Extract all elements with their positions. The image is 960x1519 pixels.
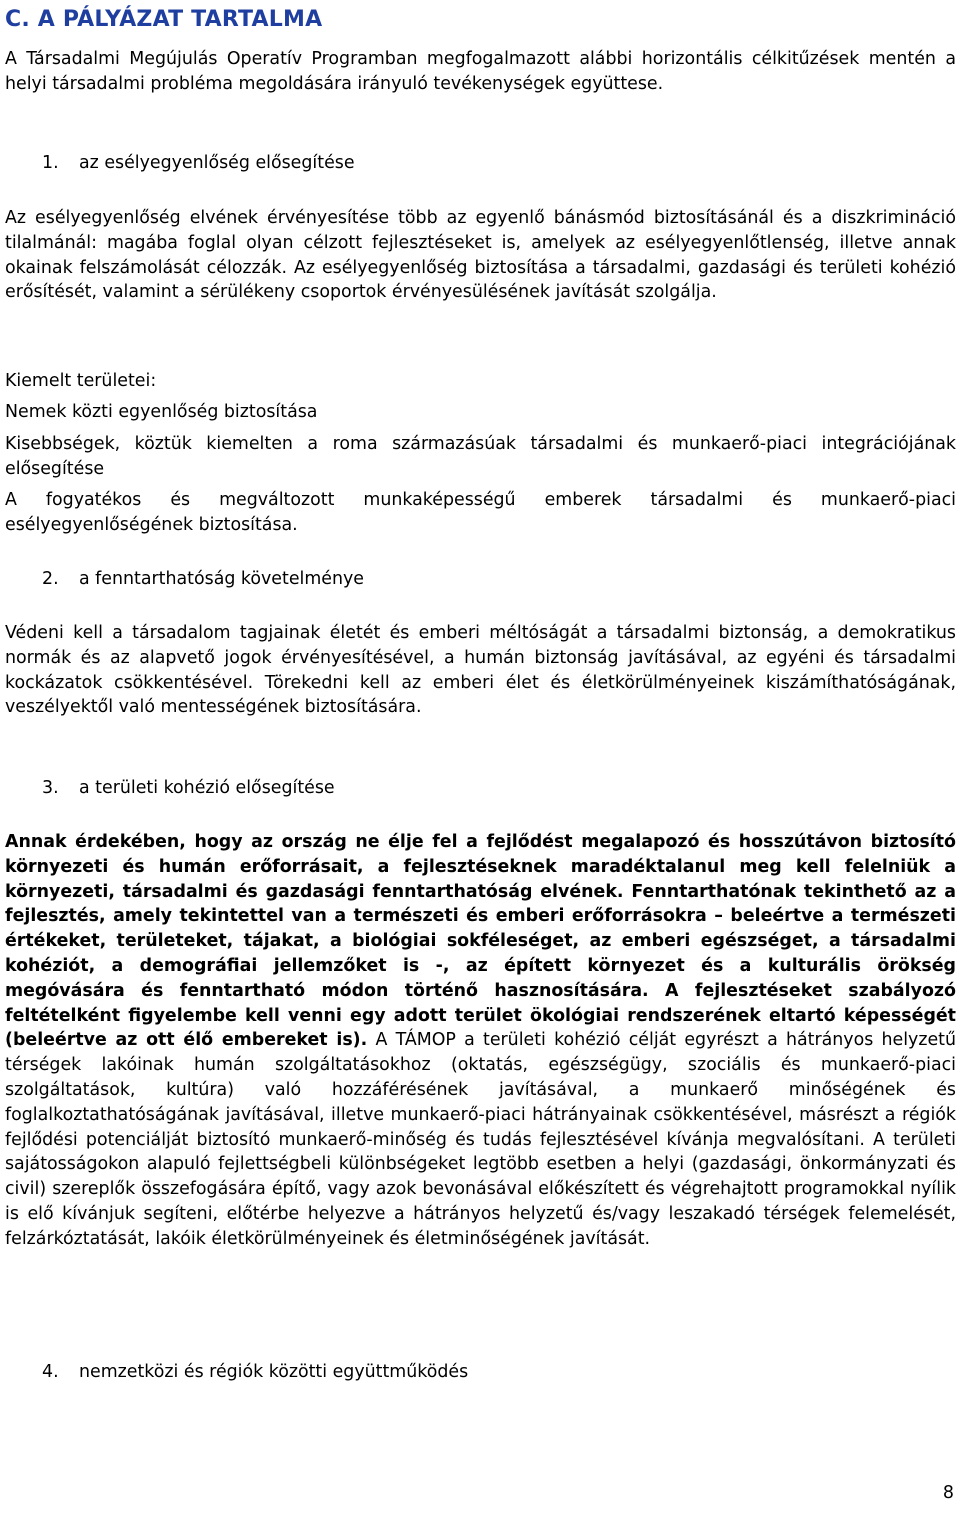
section-3-number: 3. — [42, 778, 59, 798]
kiemelt-item-1: Nemek közti egyenlőség biztosítása — [5, 402, 318, 422]
section-2-number: 2. — [42, 569, 59, 589]
section-3-paragraph-bold: Annak érdekében, hogy az ország ne élje fel a fejlődést megalapozó és hosszútávon biztosító környezeti és humán erőforrásait, a fejlesztéseknek maradéktalanul meg kell felelniük a környezeti, társadalmi és gazdasági fenntarthatóság elvének. Fenntarthatónak tekinthető az a fejlesztés, amely tekintettel van a természeti és emberi erőforrásokra – beleértve a természeti értékeket, területeket, tájakat, a biológiai sokféleséget, az emberi egészséget, a társadalmi kohéziót, a demográfiai jellemzőket is -, az épített környezet és a kulturális örökség megóvására és fenntartható módon történő hasznosítására. A fejlesztéseket szabályozó feltételként figyelembe kell venni egy adott terület ökológiai rendszerének eltartó képességét (beleértve az ott élő embereket is). — [5, 832, 956, 1051]
section-1-title — [42, 151, 355, 176]
section-4-title — [42, 1360, 468, 1385]
section-1-paragraph: Az esélyegyenlőség elvének érvényesítése több az egyenlő bánásmód biztosításánál és a diszkrimináció tilalmánál: magába foglal olyan célzott fejlesztéseket is, amelyek az esélyegyenlőtlenség, illetve annak okainak felszámolását célozzák. Az esélyegyenlőség biztosítása a társadalmi, gazdasági és területi kohézió erősítését, valamint a sérülékeny csoportok érvényesülésének javítását szolgálja. — [5, 208, 956, 303]
section-1-number: 1. — [42, 153, 59, 173]
section-4-number: 4. — [42, 1362, 59, 1382]
section-2-title-text: a fenntarthatóság követelménye — [79, 569, 365, 589]
intro-paragraph: A Társadalmi Megújulás Operatív Programban megfogalmazott alábbi horizontális célkitűzések mentén a helyi társadalmi probléma megoldására irányuló tevékenységek együttese. — [5, 49, 956, 94]
kiemelt-item-3: A fogyatékos és megváltozott munkaképességű emberek társadalmi és munkaerő-piaci esélyegyenlőségének biztosítása. — [5, 490, 956, 535]
section-3-title-text: a területi kohézió elősegítése — [79, 778, 335, 798]
section-3-paragraph-rest: A TÁMOP a területi kohézió célját egyrészt a hátrányos helyzetű térségek lakóinak humán szolgáltatásokhoz (oktatás, egészségügy, szociális és munkaerő-piaci szolgáltatások, kultúra) való hozzáférésének javításával, a munkaerő minőségének és foglalkoztathatóságának javításával, illetve munkaerő-piaci hátrányainak csökkentésével, másrészt a régiók fejlődési potenciálját biztosító munkaerő-minőség és tudás fejlesztésével kívánja megvalósítani. A területi sajátosságokon alapuló fejlettségbeli különbségeket legtöbb esetben a helyi (gazdasági, önkormányzati és civil) szereplők összefogására építő, vagy azok bevonásával előkészített és végrehajtott programokkal nyílik is elő kívánjuk segíteni, előtérbe helyezve a hátrányos helyzetű és/vagy leszakadó térségek felemelését, felzárkóztatását, lakóik életkörülményeinek és életminőségének javítását. — [5, 1030, 956, 1249]
section-2-title — [42, 567, 364, 592]
section-2-paragraph: Védeni kell a társadalom tagjainak életét és emberi méltóságát a társadalmi biztonság, a demokratikus normák és az alapvető jogok érvényesítésével, a humán biztonság javításával, az egyéni és társadalmi kockázatok csökkentésével. Törekedni kell az emberi élet és életkörülményeinek kiszámíthatóságának, veszélyektől való mentességének biztosítására. — [5, 623, 956, 718]
section-heading: C. A PÁLYÁZAT TARTALMA — [5, 7, 323, 32]
section-4-title-text: nemzetközi és régiók közötti együttműködés — [79, 1362, 469, 1382]
kiemelt-item-2: Kisebbségek, köztük kiemelten a roma származásúak társadalmi és munkaerő-piaci integrációjának elősegítése — [5, 434, 956, 479]
section-3-title — [42, 776, 335, 801]
page-number: 8 — [942, 1483, 954, 1503]
section-3-paragraph — [5, 830, 956, 1252]
kiemelt-label: Kiemelt területei: — [5, 371, 157, 391]
section-1-title-text: az esélyegyenlőség elősegítése — [79, 153, 355, 173]
